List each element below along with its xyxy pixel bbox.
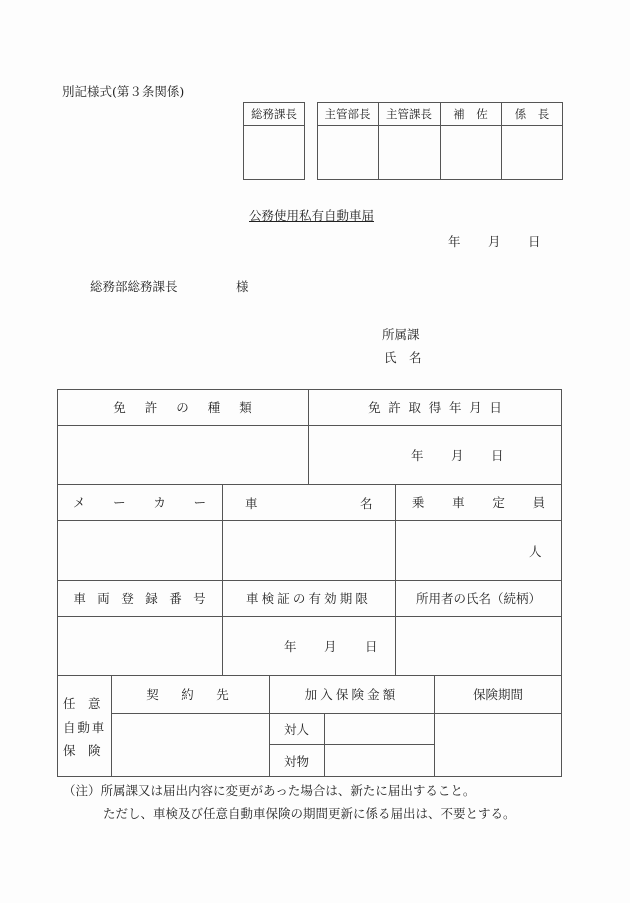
bodily-injury-amount-field[interactable] — [324, 713, 434, 744]
capacity-field[interactable] — [395, 520, 562, 580]
license-type-field[interactable] — [57, 425, 308, 484]
insurance-period-header: 保険期間 — [472, 687, 523, 702]
capacity-unit: 人 — [529, 544, 542, 559]
maker-field[interactable] — [57, 520, 222, 580]
applicant-name-label: 氏 名 — [384, 350, 422, 365]
stamp-header-subsection-chief: 係 長 — [514, 106, 550, 121]
license-type-header: 免 許 の 種 類 — [113, 400, 252, 415]
stamp-header-dept-director: 主管部長 — [324, 106, 371, 121]
insurance-amount-header: 加入保険金額 — [304, 687, 399, 702]
license-date-header: 免 許 取 得 年 月 日 — [368, 400, 502, 415]
stamp-header-assistant: 補 佐 — [453, 106, 488, 121]
stamp-field-general-affairs-chief[interactable] — [243, 125, 305, 180]
applicant-dept-label: 所属課 — [382, 327, 420, 342]
stamp-header-section-chief: 主管課長 — [386, 106, 432, 121]
stamp-field-subsection-chief[interactable] — [501, 125, 563, 180]
property-damage-label: 対物 — [283, 753, 309, 769]
capacity-header: 乗 車 定 員 — [411, 495, 546, 510]
contract-field[interactable] — [111, 713, 269, 777]
stamp-field-assistant[interactable] — [440, 125, 501, 180]
bodily-injury-label: 対人 — [283, 721, 309, 737]
registration-number-field[interactable] — [57, 616, 222, 675]
car-name-field[interactable] — [222, 520, 395, 580]
inspection-expiry-header: 車検証の有効期限 — [245, 591, 371, 606]
addressee-honorific: 様 — [236, 279, 249, 294]
note-line-2: ただし、車検及び任意自動車保険の期間更新に係る届出は、不要とする。 — [103, 806, 516, 821]
form-reference: 別記様式(第３条関係) — [62, 84, 185, 99]
note-line-1: （注）所属課又は届出内容に変更があった場合は、新たに届出すること。 — [63, 783, 476, 798]
owner-name-header: 所用者の氏名（続柄） — [415, 591, 541, 606]
car-name-header: 車 名 — [245, 496, 373, 511]
contract-header: 契 約 先 — [146, 687, 234, 702]
stamp-field-section-chief[interactable] — [378, 125, 440, 180]
inspection-expiry-field[interactable]: 年 月 日 — [284, 639, 378, 654]
owner-name-field[interactable] — [395, 616, 562, 675]
maker-header: メ ー カ ー — [72, 495, 207, 510]
registration-number-header: 車 両 登 録 番 号 — [73, 591, 206, 606]
stamp-header-general-affairs-chief: 総務課長 — [251, 106, 297, 121]
document-title: 公務使用私有自動車届 — [249, 208, 375, 223]
property-damage-amount-field[interactable] — [324, 744, 434, 777]
license-date-field[interactable]: 年 月 日 — [411, 448, 504, 463]
addressee-name: 総務部総務課長 — [90, 279, 178, 294]
stamp-field-dept-director[interactable] — [317, 125, 378, 180]
voluntary-insurance-label: 任 意 自動車 保 険 — [63, 696, 107, 758]
insurance-period-field[interactable] — [434, 713, 562, 777]
